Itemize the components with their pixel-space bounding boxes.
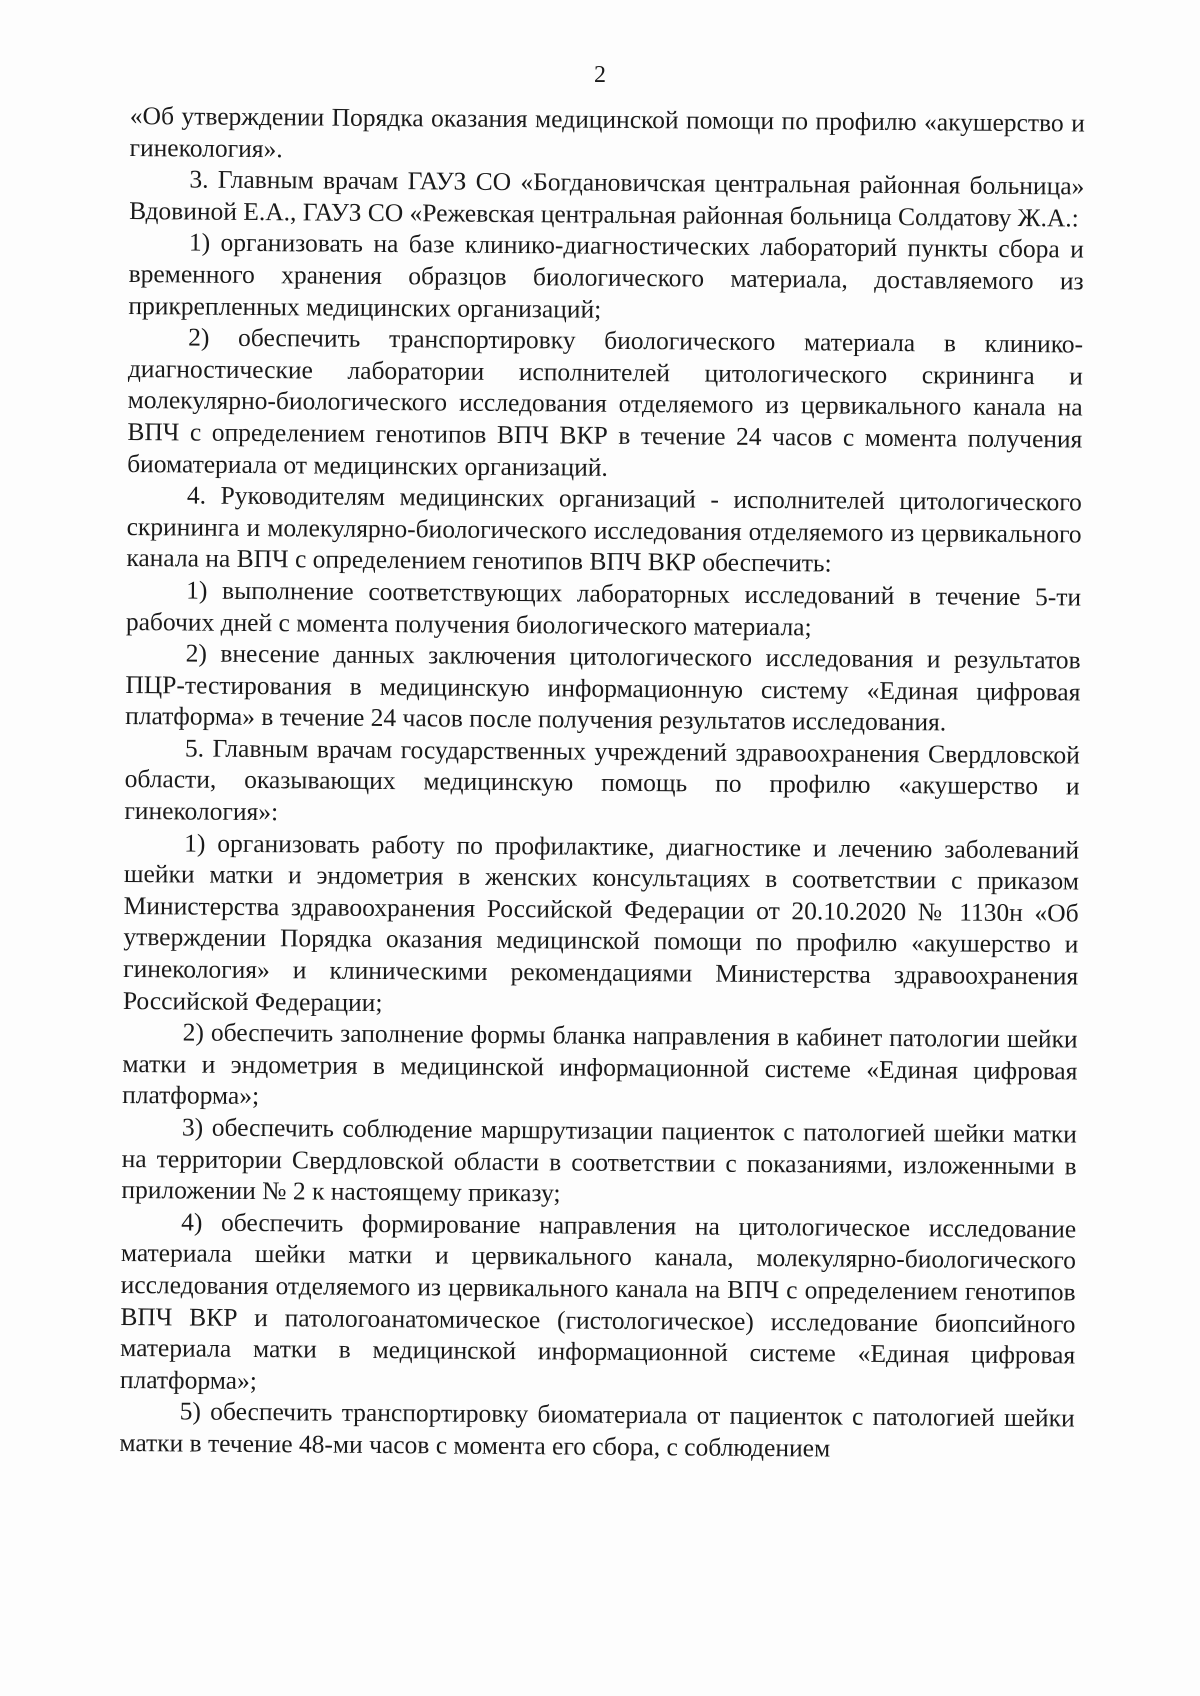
paragraph-section-3: 3. Главным врачам ГАУЗ СО «Богдановичская центральная районная больница» Вдовиной Е.А., ГАУЗ СО «Режевская центральная районная больница Солдатову Ж.А.: bbox=[129, 164, 1085, 233]
paragraph-section-4: 4. Руководителям медицинских организаций - исполнителей цитологического скрининга и молекулярно-биологического исследования отделяемого из цервикального канала на ВПЧ с определением генотипов ВПЧ ВКР обеспечить: bbox=[126, 480, 1082, 578]
paragraph-section-4-item-1: 1) выполнение соответствующих лабораторных исследований в течение 5-ти рабочих дней с момента получения биологического материала; bbox=[125, 575, 1082, 641]
paragraph-section-5-item-3: 3) обеспечить соблюдение маршрутизации пациенток с патологией шейки матки на территории Свердловской области в соответствии с показаниями, изложенными в приложении № 2 к настоящему приказу; bbox=[121, 1112, 1078, 1208]
paragraph-section-3-item-1: 1) организовать на базе клинико-диагностических лабораторий пункты сбора и временного хранения образцов биологического материала, доставляемого из прикрепленных медицинских организаций; bbox=[128, 227, 1084, 324]
document-body bbox=[119, 100, 1085, 1466]
paragraph-section-5: 5. Главным врачам государственных учреждений здравоохранения Свердловской области, оказывающих медицинскую помощь по профилю «акушерство и гинекология»: bbox=[124, 733, 1080, 827]
paragraph-section-5-item-4: 4) обеспечить формирование направления на цитологическое исследование материала шейки матки и цервикального канала, молекулярно-биологического исследования отделяемого из цервикального канала на ВПЧ с определением генотипов ВПЧ ВКР и патологоанатомическое (гистологическое) исследование биопсийного материала матки в медицинской информационной системе «Единая цифровая платформа»; bbox=[119, 1207, 1077, 1395]
paragraph-section-3-item-2: 2) обеспечить транспортировку биологического материала в клинико-диагностические лаборатории исполнителей цитологического скрининга и молекулярно-биологического исследования отделяемого из цервикального канала на ВПЧ с определением генотипов ВПЧ ВКР в течение 24 часов с момента получения биоматериала от медицинских организаций. bbox=[127, 322, 1084, 482]
paragraph-order-title-continuation: «Об утверждении Порядка оказания медицинской помощи по профилю «акушерство и гинекология». bbox=[129, 100, 1085, 163]
paragraph-section-4-item-2: 2) внесение данных заключения цитологического исследования и результатов ПЦР-тестирования в медицинскую информационную систему «Единая цифровая платформа» в течение 24 часов после получения результатов исследования. bbox=[125, 638, 1081, 737]
paragraph-section-5-item-5: 5) обеспечить транспортировку биоматериала от пациенток с патологией шейки матки в течение 48-ми часов с момента его сбора, с соблюдением bbox=[119, 1396, 1075, 1463]
paragraph-section-5-item-1: 1) организовать работу по профилактике, диагностике и лечению заболеваний шейки матки и эндометрия в женских консультациях в соответствии с приказом Министерства здравоохранения Российской Федерации от 20.10.2020 № 1130н «Об утверждении Порядка оказания медицинской помощи по профилю «акушерство и гинекология» и клиническими рекомендациями Министерства здравоохранения Российской Федерации; bbox=[122, 828, 1080, 1017]
paragraph-section-5-item-2: 2) обеспечить заполнение формы бланка направления в кабинет патологии шейки матки и эндометрия в медицинской информационной системе «Единая цифровая платформа»; bbox=[122, 1017, 1078, 1111]
page-number: 2 bbox=[594, 62, 606, 88]
